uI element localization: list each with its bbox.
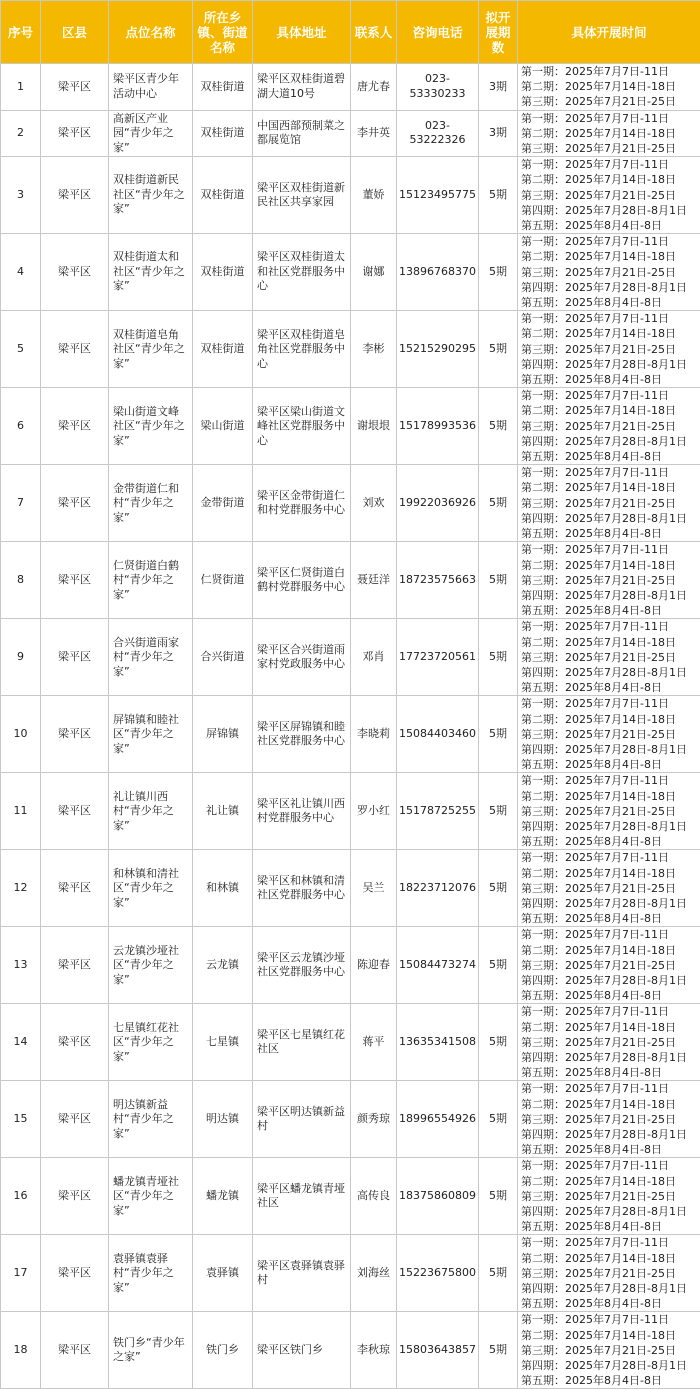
row-contact: 吴兰 xyxy=(351,850,397,927)
row-periods: 5期 xyxy=(479,234,518,311)
row-number: 6 xyxy=(1,388,41,465)
schedule-period: 第四期：2025年7月28日-8月1日 xyxy=(521,1127,700,1142)
schedule-period: 第四期：2025年7月28日-8月1日 xyxy=(521,280,700,295)
schedule-period: 第五期：2025年8月4日-8日 xyxy=(521,757,700,772)
schedule-period: 第三期：2025年7月21日-25日 xyxy=(521,650,700,665)
row-address: 梁平区双桂街道新民社区共享家园 xyxy=(253,157,351,234)
row-town: 双桂街道 xyxy=(193,157,253,234)
row-district: 梁平区 xyxy=(41,542,109,619)
row-schedule xyxy=(518,465,700,542)
row-number: 8 xyxy=(1,542,41,619)
row-contact: 颜秀琼 xyxy=(351,1081,397,1158)
schedule-period: 第一期：2025年7月7日-11日 xyxy=(521,1312,700,1327)
row-address: 梁平区双桂街道碧湖大道10号 xyxy=(253,64,351,111)
row-site-name: 梁平区青少年活动中心 xyxy=(109,64,193,111)
schedule-period: 第四期：2025年7月28日-8月1日 xyxy=(521,819,700,834)
table-body xyxy=(1,64,700,1389)
row-schedule xyxy=(518,311,700,388)
schedule-period: 第一期：2025年7月7日-11日 xyxy=(521,234,700,249)
table-header xyxy=(1,1,700,64)
schedule-period: 第一期：2025年7月7日-11日 xyxy=(521,696,700,711)
row-contact: 聂廷洋 xyxy=(351,542,397,619)
schedule-period: 第一期：2025年7月7日-11日 xyxy=(521,1158,700,1173)
row-site-name: 屏锦镇和睦社区“青少年之家” xyxy=(109,696,193,773)
row-address: 梁平区金带街道仁和村党群服务中心 xyxy=(253,465,351,542)
schedule-period: 第五期：2025年8月4日-8日 xyxy=(521,1373,700,1388)
schedule-period: 第二期：2025年7月14日-18日 xyxy=(521,249,700,264)
schedule-period: 第五期：2025年8月4日-8日 xyxy=(521,1219,700,1234)
schedule-period: 第三期：2025年7月21日-25日 xyxy=(521,958,700,973)
schedule-period: 第三期：2025年7月21日-25日 xyxy=(521,1112,700,1127)
row-district: 梁平区 xyxy=(41,465,109,542)
schedule-period: 第二期：2025年7月14日-18日 xyxy=(521,789,700,804)
row-number: 11 xyxy=(1,773,41,850)
row-site-name: 明达镇新益村“青少年之家” xyxy=(109,1081,193,1158)
header-phone: 咨询电话 xyxy=(397,1,479,64)
row-address: 梁平区蟠龙镇青垭社区 xyxy=(253,1158,351,1235)
row-number: 3 xyxy=(1,157,41,234)
row-number: 2 xyxy=(1,110,41,157)
row-town: 双桂街道 xyxy=(193,110,253,157)
schedule-period: 第四期：2025年7月28日-8月1日 xyxy=(521,511,700,526)
row-district: 梁平区 xyxy=(41,1158,109,1235)
schedule-period: 第五期：2025年8月4日-8日 xyxy=(521,295,700,310)
row-site-name: 蟠龙镇青垭社区“青少年之家” xyxy=(109,1158,193,1235)
schedule-period: 第四期：2025年7月28日-8月1日 xyxy=(521,357,700,372)
schedule-period: 第三期：2025年7月21日-25日 xyxy=(521,573,700,588)
row-contact: 李井英 xyxy=(351,110,397,157)
row-town: 梁山街道 xyxy=(193,388,253,465)
row-number: 5 xyxy=(1,311,41,388)
row-contact: 李晓莉 xyxy=(351,696,397,773)
row-schedule xyxy=(518,110,700,157)
row-periods: 5期 xyxy=(479,773,518,850)
schedule-period: 第三期：2025年7月21日-25日 xyxy=(521,1266,700,1281)
header-site-name: 点位名称 xyxy=(109,1,193,64)
row-phone: 15223675800 xyxy=(397,1235,479,1312)
schedule-period: 第五期：2025年8月4日-8日 xyxy=(521,680,700,695)
row-district: 梁平区 xyxy=(41,850,109,927)
row-town: 金带街道 xyxy=(193,465,253,542)
schedule-period: 第一期：2025年7月7日-11日 xyxy=(521,157,700,172)
row-phone: 13635341508 xyxy=(397,1004,479,1081)
row-periods: 5期 xyxy=(479,1004,518,1081)
row-district: 梁平区 xyxy=(41,773,109,850)
row-site-name: 双桂街道新民社区“青少年之家” xyxy=(109,157,193,234)
row-number: 14 xyxy=(1,1004,41,1081)
header-contact: 联系人 xyxy=(351,1,397,64)
row-phone: 15215290295 xyxy=(397,311,479,388)
row-contact: 董娇 xyxy=(351,157,397,234)
row-number: 17 xyxy=(1,1235,41,1312)
row-periods: 5期 xyxy=(479,1312,518,1389)
table-row xyxy=(1,1004,700,1081)
row-contact: 罗小红 xyxy=(351,773,397,850)
header-town: 所在乡镇、街道名称 xyxy=(193,1,253,64)
schedule-period: 第一期：2025年7月7日-11日 xyxy=(521,1081,700,1096)
row-address: 中国西部预制菜之都展览馆 xyxy=(253,110,351,157)
row-periods: 5期 xyxy=(479,1235,518,1312)
schedule-period: 第四期：2025年7月28日-8月1日 xyxy=(521,1050,700,1065)
row-town: 七星镇 xyxy=(193,1004,253,1081)
row-schedule xyxy=(518,64,700,111)
row-town: 双桂街道 xyxy=(193,234,253,311)
schedule-period: 第五期：2025年8月4日-8日 xyxy=(521,1065,700,1080)
row-phone: 17723720561 xyxy=(397,619,479,696)
row-contact: 高传良 xyxy=(351,1158,397,1235)
schedule-period: 第三期：2025年7月21日-25日 xyxy=(521,342,700,357)
schedule-period: 第三期：2025年7月21日-25日 xyxy=(521,1343,700,1358)
row-site-name: 仁贤街道白鹤村“青少年之家” xyxy=(109,542,193,619)
schedule-period: 第三期：2025年7月21日-25日 xyxy=(521,265,700,280)
row-district: 梁平区 xyxy=(41,1235,109,1312)
schedule-period: 第四期：2025年7月28日-8月1日 xyxy=(521,665,700,680)
schedule-period: 第二期：2025年7月14日-18日 xyxy=(521,403,700,418)
row-address: 梁平区双桂街道皂角社区党群服务中心 xyxy=(253,311,351,388)
row-district: 梁平区 xyxy=(41,1081,109,1158)
schedule-period: 第一期：2025年7月7日-11日 xyxy=(521,773,700,788)
schedule-period: 第四期：2025年7月28日-8月1日 xyxy=(521,1204,700,1219)
row-district: 梁平区 xyxy=(41,1004,109,1081)
schedule-period: 第一期：2025年7月7日-11日 xyxy=(521,1235,700,1250)
row-schedule xyxy=(518,234,700,311)
row-address: 梁平区云龙镇沙垭社区党群服务中心 xyxy=(253,927,351,1004)
schedule-period: 第一期：2025年7月7日-11日 xyxy=(521,542,700,557)
row-address: 梁平区礼让镇川西村党群服务中心 xyxy=(253,773,351,850)
row-phone: 18375860809 xyxy=(397,1158,479,1235)
schedule-period: 第四期：2025年7月28日-8月1日 xyxy=(521,973,700,988)
row-town: 明达镇 xyxy=(193,1081,253,1158)
schedule-period: 第四期：2025年7月28日-8月1日 xyxy=(521,1281,700,1296)
schedule-period: 第一期：2025年7月7日-11日 xyxy=(521,64,700,79)
schedule-period: 第三期：2025年7月21日-25日 xyxy=(521,419,700,434)
row-site-name: 双桂街道太和社区“青少年之家” xyxy=(109,234,193,311)
row-periods: 5期 xyxy=(479,465,518,542)
schedule-period: 第五期：2025年8月4日-8日 xyxy=(521,603,700,618)
schedule-period: 第五期：2025年8月4日-8日 xyxy=(521,834,700,849)
row-number: 12 xyxy=(1,850,41,927)
row-number: 13 xyxy=(1,927,41,1004)
row-contact: 蒋平 xyxy=(351,1004,397,1081)
row-address: 梁平区双桂街道太和社区党群服务中心 xyxy=(253,234,351,311)
schedule-period: 第一期：2025年7月7日-11日 xyxy=(521,311,700,326)
row-contact: 刘欢 xyxy=(351,465,397,542)
row-district: 梁平区 xyxy=(41,619,109,696)
row-phone: 18723575663 xyxy=(397,542,479,619)
row-contact: 李彬 xyxy=(351,311,397,388)
row-town: 蟠龙镇 xyxy=(193,1158,253,1235)
row-schedule xyxy=(518,927,700,1004)
table-row xyxy=(1,157,700,234)
row-phone: 13896768370 xyxy=(397,234,479,311)
header-no: 序号 xyxy=(1,1,41,64)
schedule-period: 第二期：2025年7月14日-18日 xyxy=(521,79,700,94)
table-row xyxy=(1,1081,700,1158)
row-periods: 5期 xyxy=(479,927,518,1004)
row-schedule xyxy=(518,696,700,773)
row-address: 梁平区袁驿镇袁驿村 xyxy=(253,1235,351,1312)
schedule-period: 第一期：2025年7月7日-11日 xyxy=(521,111,700,126)
row-address: 梁平区七星镇红花社区 xyxy=(253,1004,351,1081)
row-town: 双桂街道 xyxy=(193,311,253,388)
table-row xyxy=(1,1158,700,1235)
row-site-name: 云龙镇沙垭社区“青少年之家” xyxy=(109,927,193,1004)
table-row xyxy=(1,234,700,311)
row-site-name: 和林镇和清社区“青少年之家” xyxy=(109,850,193,927)
schedule-period: 第三期：2025年7月21日-25日 xyxy=(521,496,700,511)
row-town: 仁贤街道 xyxy=(193,542,253,619)
schedule-period: 第一期：2025年7月7日-11日 xyxy=(521,1004,700,1019)
row-site-name: 七星镇红花社区“青少年之家” xyxy=(109,1004,193,1081)
schedule-period: 第二期：2025年7月14日-18日 xyxy=(521,1097,700,1112)
schedule-period: 第三期：2025年7月21日-25日 xyxy=(521,804,700,819)
schedule-period: 第四期：2025年7月28日-8月1日 xyxy=(521,203,700,218)
row-address: 梁平区仁贤街道白鹤村党群服务中心 xyxy=(253,542,351,619)
row-schedule xyxy=(518,388,700,465)
schedule-period: 第四期：2025年7月28日-8月1日 xyxy=(521,588,700,603)
row-schedule xyxy=(518,1158,700,1235)
row-phone: 15803643857 xyxy=(397,1312,479,1389)
table-row xyxy=(1,850,700,927)
row-schedule xyxy=(518,850,700,927)
row-periods: 5期 xyxy=(479,619,518,696)
row-periods: 5期 xyxy=(479,388,518,465)
row-periods: 5期 xyxy=(479,1081,518,1158)
row-site-name: 铁门乡“青少年之家” xyxy=(109,1312,193,1389)
row-address: 梁平区铁门乡 xyxy=(253,1312,351,1389)
row-number: 1 xyxy=(1,64,41,111)
table-row xyxy=(1,311,700,388)
row-schedule xyxy=(518,157,700,234)
row-site-name: 双桂街道皂角社区“青少年之家” xyxy=(109,311,193,388)
row-phone: 18223712076 xyxy=(397,850,479,927)
row-contact: 谢垠垠 xyxy=(351,388,397,465)
row-town: 合兴街道 xyxy=(193,619,253,696)
row-contact: 李秋琼 xyxy=(351,1312,397,1389)
row-number: 18 xyxy=(1,1312,41,1389)
row-town: 屏锦镇 xyxy=(193,696,253,773)
row-phone: 19922036926 xyxy=(397,465,479,542)
schedule-period: 第二期：2025年7月14日-18日 xyxy=(521,943,700,958)
row-schedule xyxy=(518,1081,700,1158)
schedule-period: 第一期：2025年7月7日-11日 xyxy=(521,850,700,865)
row-site-name: 礼让镇川西村“青少年之家” xyxy=(109,773,193,850)
header-periods: 拟开展期数 xyxy=(479,1,518,64)
row-contact: 陈迎春 xyxy=(351,927,397,1004)
schedule-period: 第四期：2025年7月28日-8月1日 xyxy=(521,434,700,449)
schedule-period: 第三期：2025年7月21日-25日 xyxy=(521,141,700,156)
row-district: 梁平区 xyxy=(41,110,109,157)
schedule-period: 第二期：2025年7月14日-18日 xyxy=(521,326,700,341)
row-periods: 5期 xyxy=(479,696,518,773)
row-schedule xyxy=(518,542,700,619)
schedule-period: 第五期：2025年8月4日-8日 xyxy=(521,218,700,233)
row-town: 礼让镇 xyxy=(193,773,253,850)
schedule-period: 第五期：2025年8月4日-8日 xyxy=(521,911,700,926)
schedule-period: 第二期：2025年7月14日-18日 xyxy=(521,866,700,881)
row-district: 梁平区 xyxy=(41,64,109,111)
row-site-name: 高新区产业园“青少年之家” xyxy=(109,110,193,157)
row-phone: 023-53330233 xyxy=(397,64,479,111)
row-schedule xyxy=(518,773,700,850)
row-address: 梁平区和林镇和清社区党群服务中心 xyxy=(253,850,351,927)
schedule-period: 第四期：2025年7月28日-8月1日 xyxy=(521,1358,700,1373)
row-site-name: 袁驿镇袁驿村“青少年之家” xyxy=(109,1235,193,1312)
table-row xyxy=(1,542,700,619)
table-row xyxy=(1,1312,700,1389)
header-row xyxy=(1,1,700,64)
schedule-period: 第一期：2025年7月7日-11日 xyxy=(521,388,700,403)
row-number: 16 xyxy=(1,1158,41,1235)
row-site-name: 金带街道仁和村“青少年之家” xyxy=(109,465,193,542)
row-address: 梁平区屏锦镇和睦社区党群服务中心 xyxy=(253,696,351,773)
row-number: 9 xyxy=(1,619,41,696)
row-periods: 5期 xyxy=(479,1158,518,1235)
row-periods: 5期 xyxy=(479,850,518,927)
table-row xyxy=(1,927,700,1004)
schedule-period: 第二期：2025年7月14日-18日 xyxy=(521,1020,700,1035)
row-town: 双桂街道 xyxy=(193,64,253,111)
row-number: 7 xyxy=(1,465,41,542)
table-row xyxy=(1,696,700,773)
row-contact: 唐尤春 xyxy=(351,64,397,111)
row-periods: 3期 xyxy=(479,110,518,157)
table-row xyxy=(1,110,700,157)
row-district: 梁平区 xyxy=(41,234,109,311)
row-number: 15 xyxy=(1,1081,41,1158)
row-address: 梁平区梁山街道文峰社区党群服务中心 xyxy=(253,388,351,465)
row-district: 梁平区 xyxy=(41,927,109,1004)
header-district: 区县 xyxy=(41,1,109,64)
table-row xyxy=(1,773,700,850)
schedule-period: 第五期：2025年8月4日-8日 xyxy=(521,988,700,1003)
schedule-period: 第五期：2025年8月4日-8日 xyxy=(521,449,700,464)
row-phone: 18996554926 xyxy=(397,1081,479,1158)
row-schedule xyxy=(518,1312,700,1389)
schedule-period: 第一期：2025年7月7日-11日 xyxy=(521,927,700,942)
row-contact: 邓肖 xyxy=(351,619,397,696)
row-phone: 15084403460 xyxy=(397,696,479,773)
row-site-name: 梁山街道文峰社区“青少年之家” xyxy=(109,388,193,465)
schedule-period: 第一期：2025年7月7日-11日 xyxy=(521,619,700,634)
row-phone: 15123495775 xyxy=(397,157,479,234)
schedule-period: 第二期：2025年7月14日-18日 xyxy=(521,480,700,495)
schedule-period: 第二期：2025年7月14日-18日 xyxy=(521,635,700,650)
row-number: 4 xyxy=(1,234,41,311)
schedule-period: 第三期：2025年7月21日-25日 xyxy=(521,188,700,203)
schedule-period: 第三期：2025年7月21日-25日 xyxy=(521,881,700,896)
row-district: 梁平区 xyxy=(41,388,109,465)
row-contact: 谢娜 xyxy=(351,234,397,311)
schedule-period: 第三期：2025年7月21日-25日 xyxy=(521,94,700,109)
row-periods: 5期 xyxy=(479,311,518,388)
schedule-period: 第三期：2025年7月21日-25日 xyxy=(521,1189,700,1204)
row-address: 梁平区明达镇新益村 xyxy=(253,1081,351,1158)
row-district: 梁平区 xyxy=(41,1312,109,1389)
schedule-period: 第五期：2025年8月4日-8日 xyxy=(521,526,700,541)
row-periods: 3期 xyxy=(479,64,518,111)
schedule-period: 第四期：2025年7月28日-8月1日 xyxy=(521,896,700,911)
row-phone: 15084473274 xyxy=(397,927,479,1004)
header-address: 具体地址 xyxy=(253,1,351,64)
row-district: 梁平区 xyxy=(41,311,109,388)
schedule-period: 第二期：2025年7月14日-18日 xyxy=(521,1174,700,1189)
row-contact: 刘海丝 xyxy=(351,1235,397,1312)
table-row xyxy=(1,64,700,111)
schedule-period: 第二期：2025年7月14日-18日 xyxy=(521,558,700,573)
row-town: 袁驿镇 xyxy=(193,1235,253,1312)
schedule-period: 第二期：2025年7月14日-18日 xyxy=(521,1251,700,1266)
schedule-period: 第一期：2025年7月7日-11日 xyxy=(521,465,700,480)
row-phone: 023-53222326 xyxy=(397,110,479,157)
row-address: 梁平区合兴街道雨家村党政服务中心 xyxy=(253,619,351,696)
schedule-period: 第三期：2025年7月21日-25日 xyxy=(521,727,700,742)
schedule-period: 第五期：2025年8月4日-8日 xyxy=(521,1296,700,1311)
row-site-name: 合兴街道雨家村“青少年之家” xyxy=(109,619,193,696)
schedule-period: 第二期：2025年7月14日-18日 xyxy=(521,1328,700,1343)
row-periods: 5期 xyxy=(479,157,518,234)
table-row xyxy=(1,619,700,696)
header-schedule: 具体开展时间 xyxy=(518,1,700,64)
row-district: 梁平区 xyxy=(41,157,109,234)
schedule-period: 第四期：2025年7月28日-8月1日 xyxy=(521,742,700,757)
row-district: 梁平区 xyxy=(41,696,109,773)
table-row xyxy=(1,388,700,465)
schedule-period: 第二期：2025年7月14日-18日 xyxy=(521,712,700,727)
row-town: 和林镇 xyxy=(193,850,253,927)
schedule-period: 第三期：2025年7月21日-25日 xyxy=(521,1035,700,1050)
schedule-period: 第五期：2025年8月4日-8日 xyxy=(521,1142,700,1157)
row-schedule xyxy=(518,1004,700,1081)
row-phone: 15178993536 xyxy=(397,388,479,465)
row-schedule xyxy=(518,619,700,696)
schedule-period: 第五期：2025年8月4日-8日 xyxy=(521,372,700,387)
schedule-period: 第二期：2025年7月14日-18日 xyxy=(521,126,700,141)
row-town: 云龙镇 xyxy=(193,927,253,1004)
row-town: 铁门乡 xyxy=(193,1312,253,1389)
row-number: 10 xyxy=(1,696,41,773)
row-schedule xyxy=(518,1235,700,1312)
schedule-period: 第二期：2025年7月14日-18日 xyxy=(521,172,700,187)
row-phone: 15178725255 xyxy=(397,773,479,850)
row-periods: 5期 xyxy=(479,542,518,619)
table-row xyxy=(1,465,700,542)
table-row xyxy=(1,1235,700,1312)
